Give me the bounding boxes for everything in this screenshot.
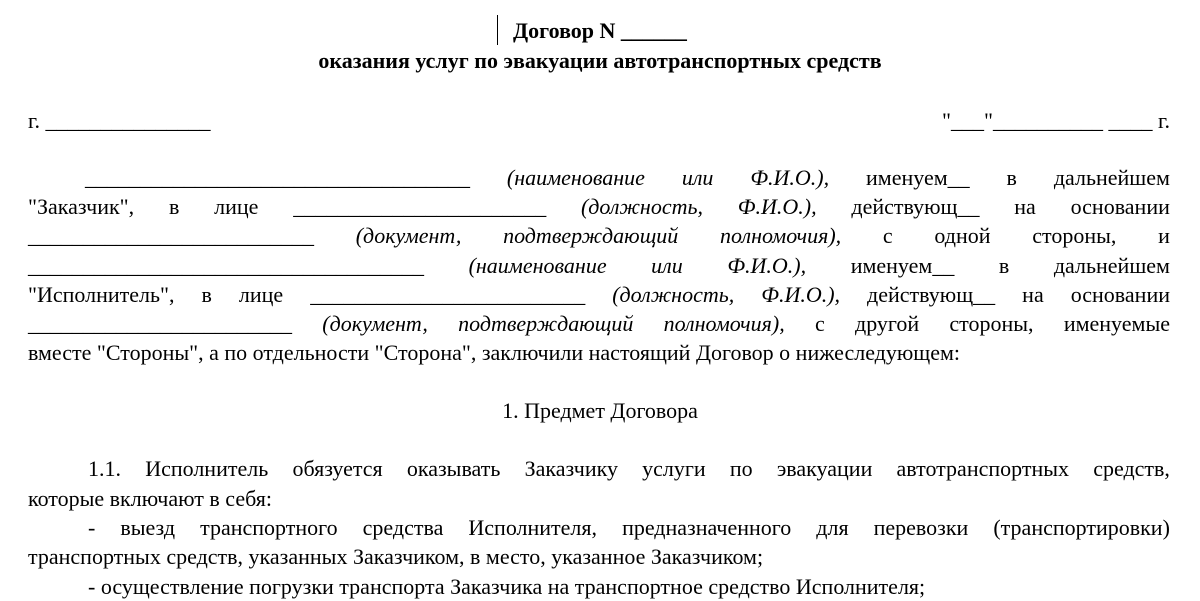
word: Ф.И.О.),	[761, 282, 841, 307]
word: подтверждающий	[458, 311, 634, 336]
word: полномочия),	[720, 223, 842, 248]
para1-line3	[28, 222, 1170, 250]
word: 1.1.	[88, 456, 121, 481]
word: или	[651, 253, 683, 278]
word: именуем__	[866, 165, 970, 190]
word: -	[88, 515, 96, 540]
item1-line1	[88, 514, 1170, 542]
word: (документ,	[355, 223, 462, 248]
word: или	[681, 165, 714, 190]
word: дальнейшем	[1053, 253, 1170, 278]
word: _________________________	[310, 282, 586, 307]
word: "Исполнитель",	[28, 282, 175, 307]
word: Исполнитель	[145, 456, 269, 481]
word: основании	[1070, 194, 1170, 219]
word: именуем__	[850, 253, 955, 278]
para1-line2	[28, 193, 1170, 221]
word: подтверждающий	[503, 223, 679, 248]
word: на	[1014, 194, 1036, 219]
para1-line5	[28, 281, 1170, 309]
word: и	[1158, 223, 1170, 248]
word: стороны,	[1032, 223, 1117, 248]
word: другой	[855, 311, 920, 336]
word: средств,	[1093, 456, 1170, 481]
word: в	[1006, 165, 1017, 190]
word: __________________________	[28, 223, 314, 248]
word: ___________________________________	[85, 165, 470, 190]
word: Ф.И.О.),	[727, 253, 807, 278]
para1-line1	[85, 164, 1170, 192]
word: с	[882, 223, 893, 248]
word: лице	[214, 194, 259, 219]
item1-line2: транспортных средств, указанных Заказчиком, в место, указанное Заказчиком;	[28, 544, 764, 569]
word: предназначенного	[622, 515, 792, 540]
word: с	[814, 311, 825, 336]
word: эвакуации	[776, 456, 873, 481]
word: средства	[362, 515, 444, 540]
word: в	[168, 194, 180, 219]
word: дальнейшем	[1053, 165, 1170, 190]
date-field: "___"__________ ____ г.	[941, 108, 1170, 133]
word: действующ__	[851, 194, 980, 219]
word: (наименование	[506, 165, 645, 190]
word: ____________________________________	[28, 253, 424, 278]
word: действующ__	[867, 282, 996, 307]
para1-line6	[28, 310, 1170, 338]
city-field: г. _______________	[28, 108, 211, 133]
word: (должность,	[580, 194, 704, 219]
word: обязуется	[292, 456, 383, 481]
word: для	[816, 515, 849, 540]
item2-line1: - осуществление погрузки транспорта Заказчика на транспортное средство Исполнителя;	[88, 574, 926, 599]
clause-1-1-line2: которые включают в себя:	[28, 486, 272, 511]
word: стороны,	[949, 311, 1034, 336]
word: транспортного	[200, 515, 338, 540]
word: "Заказчик",	[28, 194, 135, 219]
word: на	[1022, 282, 1044, 307]
para1-line7: вместе "Стороны", а по отдельности "Сторона", заключили настоящий Договор о нижеследующем:	[28, 340, 961, 365]
word: Исполнителя,	[468, 515, 598, 540]
para1-line4	[28, 252, 1170, 280]
word: одной	[934, 223, 991, 248]
word: Заказчику	[524, 456, 618, 481]
word: в	[998, 253, 1010, 278]
word: в	[201, 282, 212, 307]
word: по	[729, 456, 753, 481]
contract-title: Договор N ______	[513, 18, 687, 43]
word: (наименование	[468, 253, 607, 278]
word: ________________________	[28, 311, 292, 336]
word: именуемые	[1063, 311, 1170, 336]
word: Ф.И.О.),	[750, 165, 830, 190]
word: (документ,	[322, 311, 428, 336]
word: основании	[1070, 282, 1170, 307]
word: (должность,	[612, 282, 735, 307]
section-heading: 1. Предмет Договора	[502, 398, 698, 423]
word: услуги	[642, 456, 706, 481]
word: (транспортировки)	[993, 515, 1170, 540]
word: перевозки	[873, 515, 969, 540]
contract-subtitle: оказания услуг по эвакуации автотранспортных средств	[318, 48, 882, 73]
word: _______________________	[293, 194, 547, 219]
word: автотранспортных	[896, 456, 1070, 481]
word: оказывать	[406, 456, 501, 481]
word: Ф.И.О.),	[737, 194, 817, 219]
clause-1-1-line1	[88, 455, 1170, 483]
word: лице	[238, 282, 284, 307]
word: выезд	[120, 515, 176, 540]
word: полномочия),	[663, 311, 785, 336]
